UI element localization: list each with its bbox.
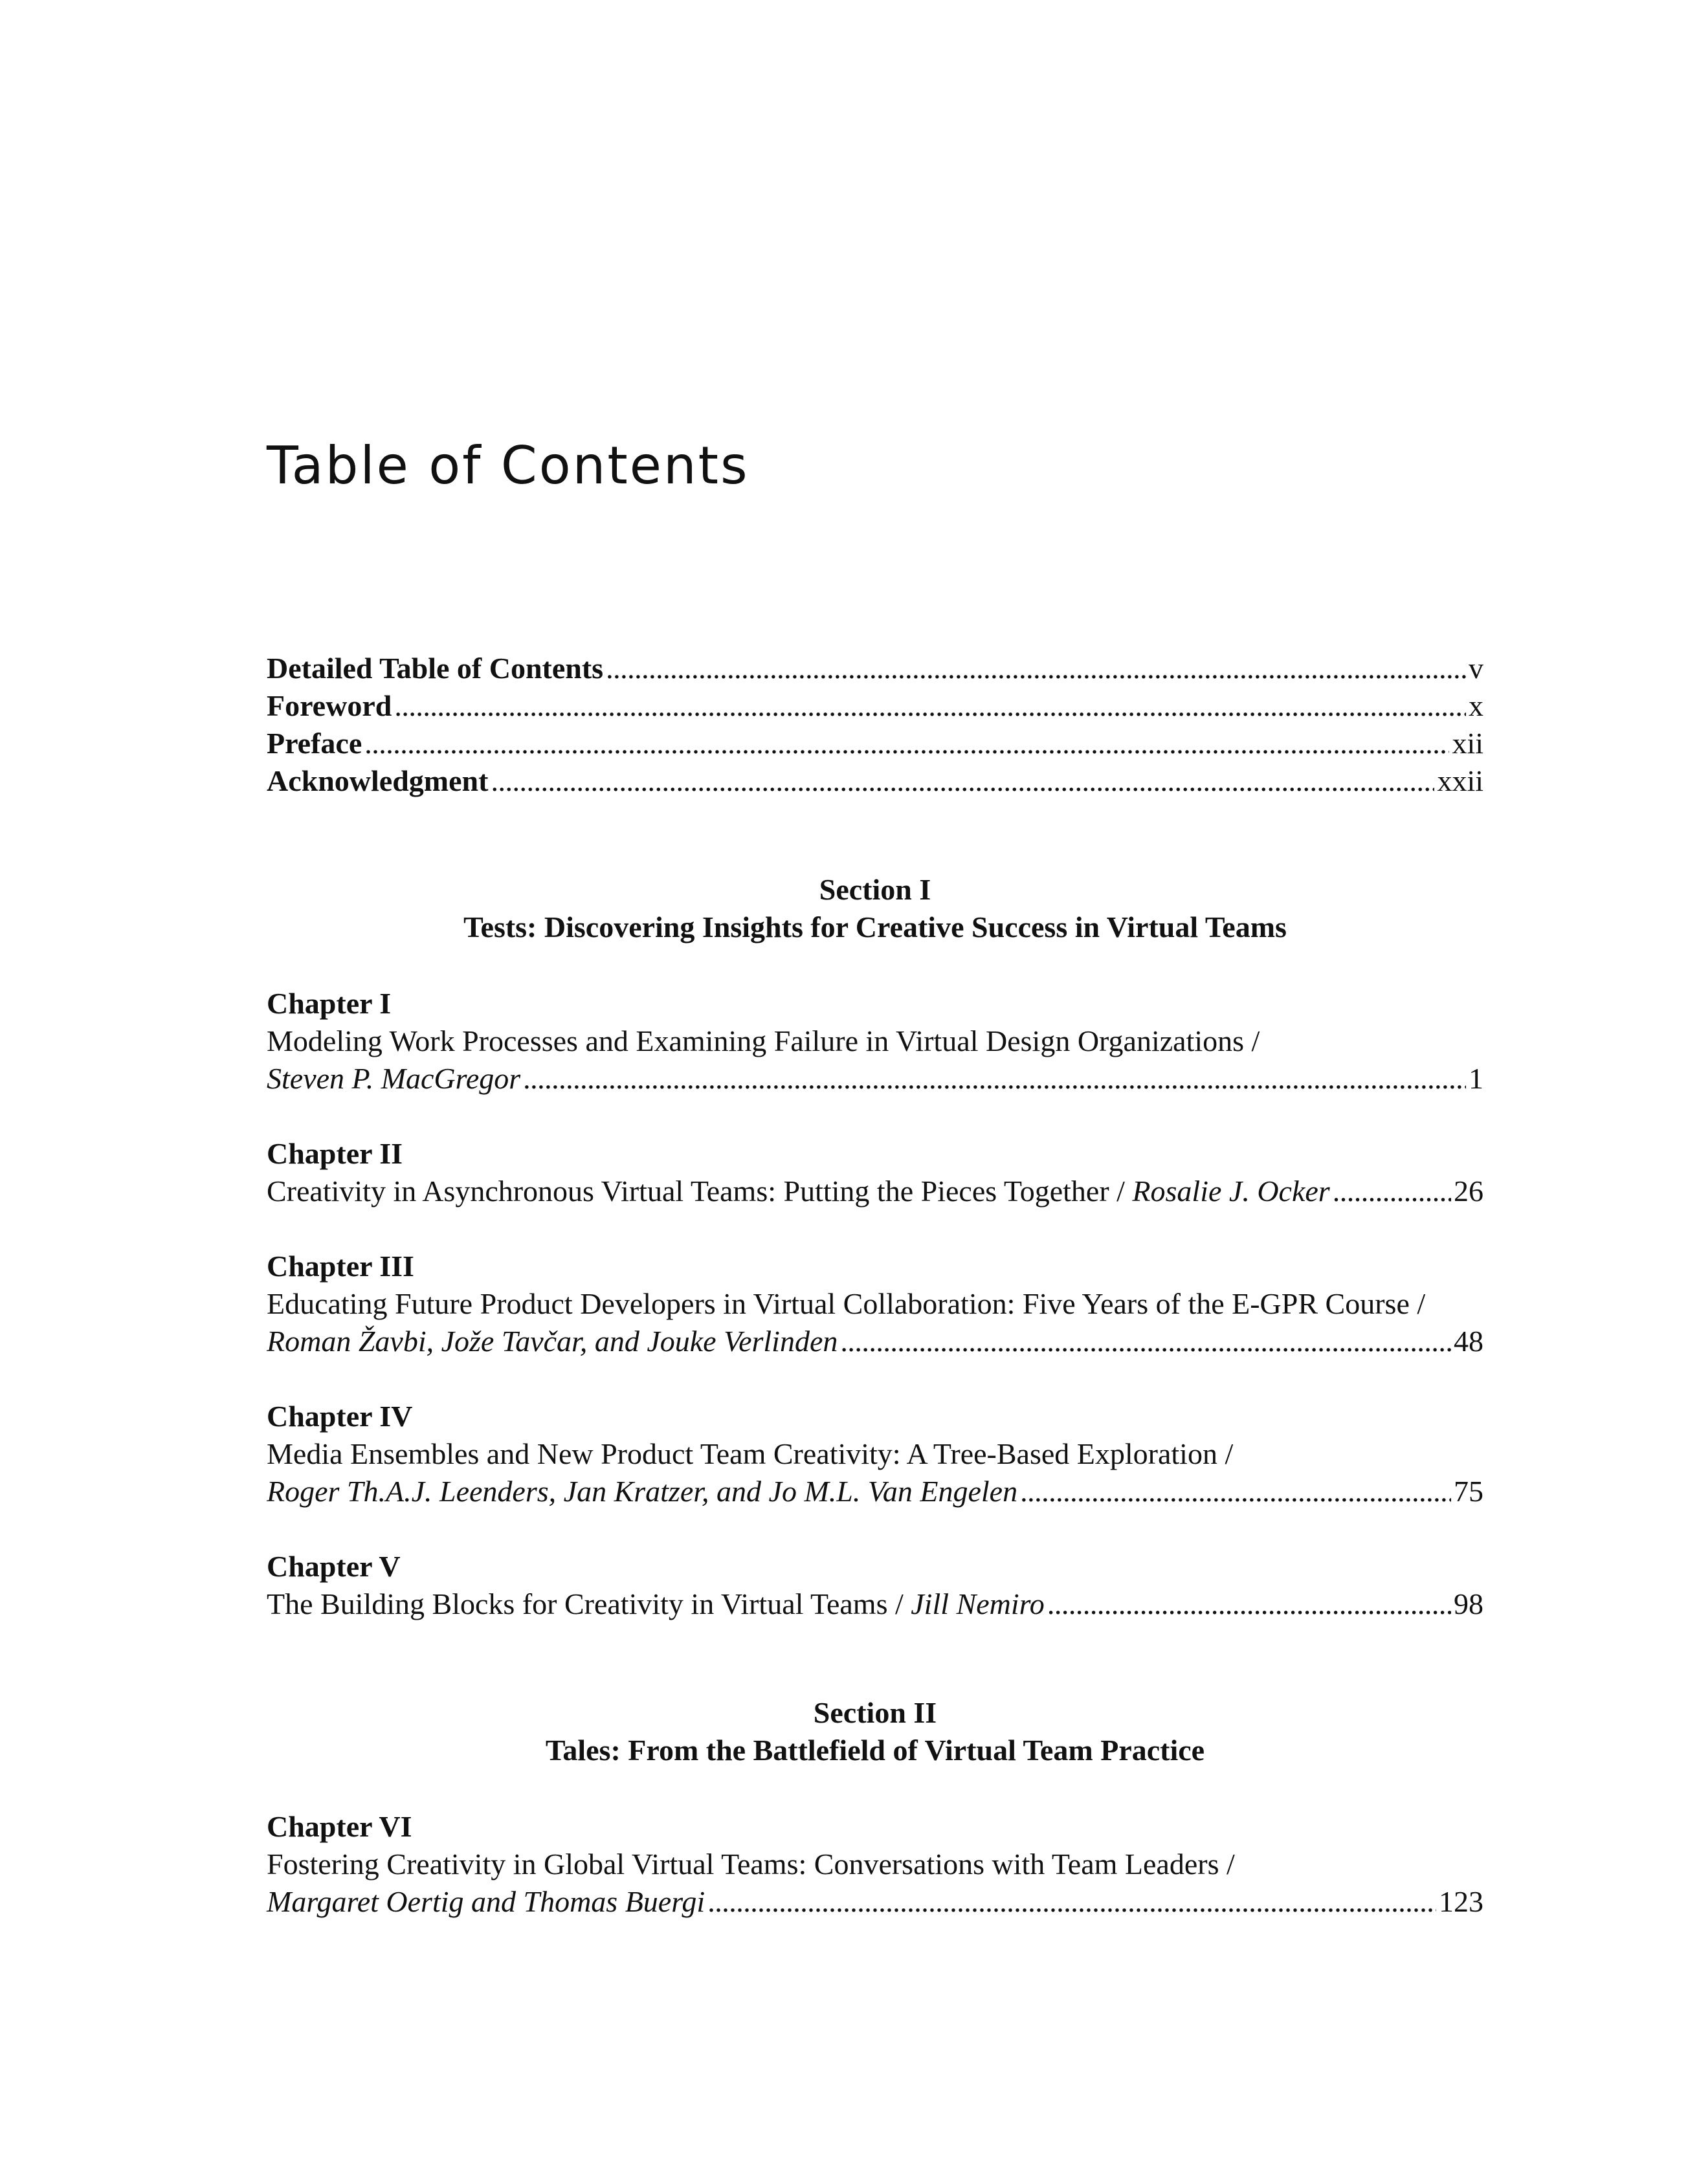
leader-dots bbox=[491, 762, 1434, 800]
chapter-authors: Margaret Oertig and Thomas Buergi bbox=[267, 1885, 705, 1918]
leader-dots bbox=[1020, 1473, 1451, 1510]
section-heading-1 bbox=[267, 871, 1483, 946]
toc-entry-preface[interactable] bbox=[267, 725, 1483, 762]
chapter-page: 98 bbox=[1454, 1587, 1483, 1620]
chapter-authors: Rosalie J. Ocker bbox=[1132, 1175, 1330, 1208]
chapter-title: Fostering Creativity in Global Virtual Teams: Conversations with Team Leaders / bbox=[267, 1848, 1235, 1881]
toc-content bbox=[267, 650, 1483, 1921]
chapter-title: Creativity in Asynchronous Virtual Teams: Putting the Pieces Together / bbox=[267, 1175, 1125, 1208]
front-matter-list bbox=[267, 650, 1483, 800]
chapter-5[interactable] bbox=[267, 1548, 1483, 1623]
chapter-label: Chapter II bbox=[267, 1137, 403, 1170]
section-label: Section I bbox=[819, 873, 931, 906]
toc-entry-title: Preface bbox=[267, 727, 362, 760]
toc-entry-page: xxii bbox=[1437, 764, 1483, 797]
chapter-authors: Jill Nemiro bbox=[911, 1587, 1045, 1620]
toc-entry-title: Foreword bbox=[267, 689, 392, 722]
chapter-3[interactable] bbox=[267, 1248, 1483, 1360]
chapter-title: The Building Blocks for Creativity in Virtual Teams / bbox=[267, 1587, 904, 1620]
page-title: Table of Contents bbox=[267, 436, 750, 496]
chapter-authors: Roger Th.A.J. Leenders, Jan Kratzer, and Jo M.L. Van Engelen bbox=[267, 1475, 1018, 1508]
toc-entry-title: Acknowledgment bbox=[267, 764, 489, 797]
leader-dots bbox=[707, 1883, 1436, 1921]
chapter-1[interactable] bbox=[267, 985, 1483, 1098]
section-heading-2 bbox=[267, 1694, 1483, 1769]
chapter-label: Chapter V bbox=[267, 1550, 401, 1583]
leader-dots bbox=[364, 725, 1449, 762]
leader-dots bbox=[394, 687, 1466, 725]
chapter-page: 26 bbox=[1454, 1175, 1483, 1208]
chapter-label: Chapter III bbox=[267, 1250, 414, 1283]
leader-dots bbox=[1047, 1585, 1451, 1623]
chapter-authors: Roman Žavbi, Jože Tavčar, and Jouke Verlinden bbox=[267, 1325, 838, 1358]
chapter-2[interactable] bbox=[267, 1135, 1483, 1210]
toc-entry-acknowledgment[interactable] bbox=[267, 762, 1483, 800]
chapter-title: Media Ensembles and New Product Team Creativity: A Tree-Based Exploration / bbox=[267, 1437, 1234, 1470]
chapter-authors: Steven P. MacGregor bbox=[267, 1062, 521, 1095]
chapter-title: Educating Future Product Developers in Virtual Collaboration: Five Years of the E-GPR Course / bbox=[267, 1287, 1426, 1320]
toc-entry-foreword[interactable] bbox=[267, 687, 1483, 725]
leader-dots bbox=[523, 1060, 1466, 1098]
section-title: Tales: From the Battlefield of Virtual Team Practice bbox=[545, 1734, 1205, 1767]
section-title: Tests: Discovering Insights for Creative Success in Virtual Teams bbox=[463, 910, 1287, 943]
chapter-label: Chapter IV bbox=[267, 1400, 413, 1433]
chapter-page: 75 bbox=[1454, 1475, 1483, 1508]
toc-entry-title: Detailed Table of Contents bbox=[267, 652, 604, 685]
section-label: Section II bbox=[813, 1696, 937, 1729]
chapter-page: 1 bbox=[1469, 1062, 1483, 1095]
leader-dots bbox=[606, 650, 1466, 687]
leader-dots bbox=[840, 1323, 1451, 1360]
chapter-6[interactable] bbox=[267, 1808, 1483, 1921]
toc-entry-page: xii bbox=[1452, 727, 1483, 760]
toc-entry-page: x bbox=[1469, 689, 1483, 722]
leader-dots bbox=[1333, 1173, 1451, 1210]
toc-entry-detailed-contents[interactable] bbox=[267, 650, 1483, 687]
chapter-label: Chapter I bbox=[267, 987, 392, 1020]
chapter-page: 123 bbox=[1439, 1885, 1483, 1918]
chapter-title: Modeling Work Processes and Examining Failure in Virtual Design Organizations / bbox=[267, 1024, 1260, 1057]
chapter-label: Chapter VI bbox=[267, 1810, 412, 1843]
toc-entry-page: v bbox=[1469, 652, 1483, 685]
chapter-4[interactable] bbox=[267, 1398, 1483, 1510]
chapter-page: 48 bbox=[1454, 1325, 1483, 1358]
